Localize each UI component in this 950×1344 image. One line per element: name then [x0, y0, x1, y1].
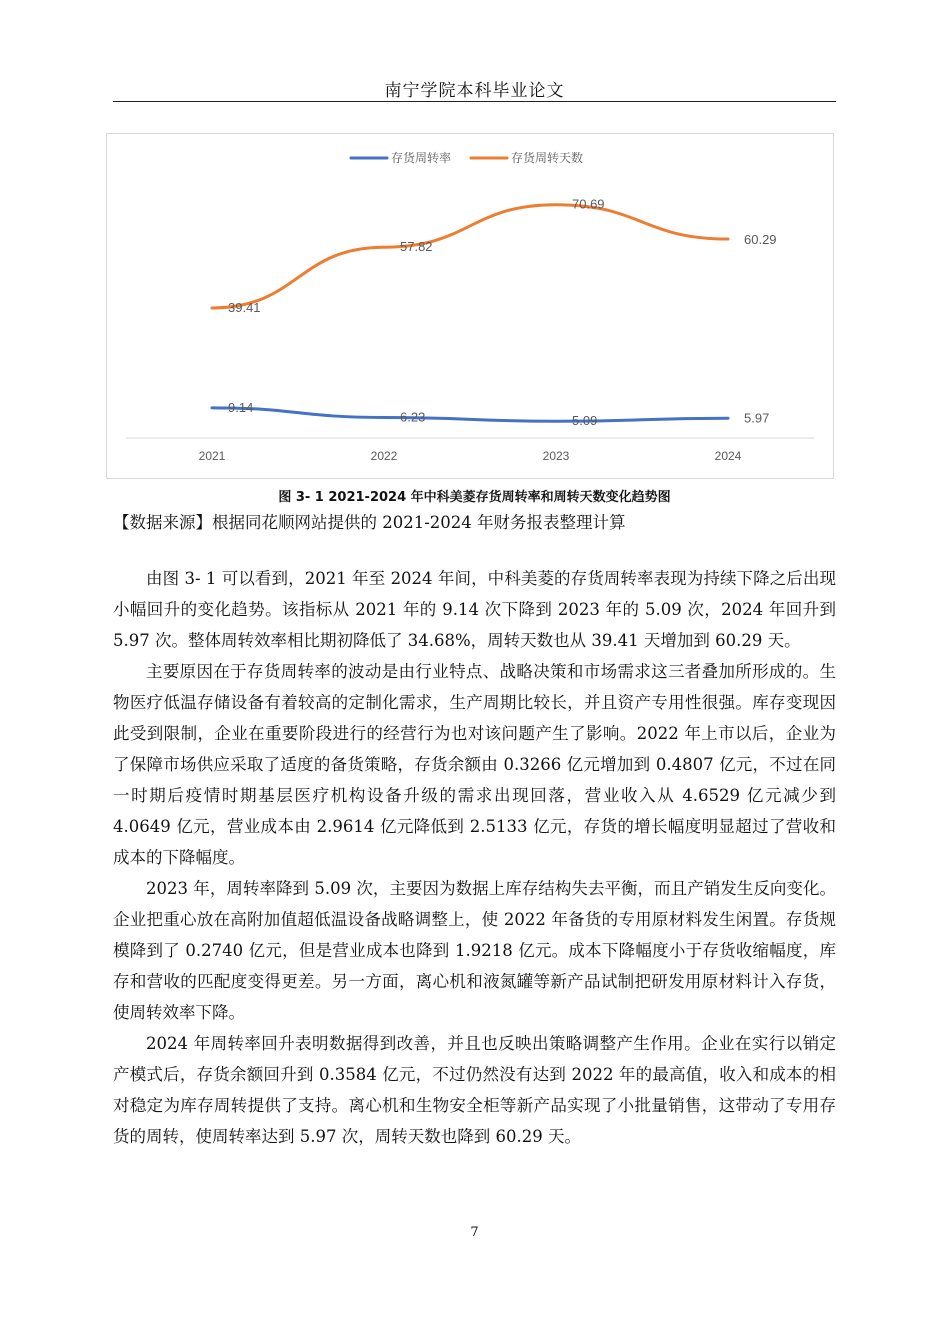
legend-label: 存货周转天数	[511, 151, 584, 165]
page-number: 7	[470, 1225, 479, 1240]
x-tick-label: 2023	[542, 449, 570, 463]
x-tick-label: 2022	[370, 449, 398, 463]
body-text	[113, 563, 836, 1152]
x-tick-label: 2021	[198, 449, 226, 463]
paragraph: 由图 3- 1 可以看到，2021 年至 2024 年间，中科美菱的存货周转率表现为持续下降之后出现小幅回升的变化趋势。该指标从 2021 年的 9.14 次下降到 2023 年的 5.09 次，2024 年回升到 5.97 次。整体周转效率相比期初降低了 34.68%，周转天数也从 39.41 天增加到 60.29 天。	[113, 569, 836, 650]
data-label: 5.09	[572, 413, 598, 429]
figure-caption: 图 3- 1 2021-2024 年中科美菱存货周转率和周转天数变化趋势图	[278, 490, 671, 505]
data-label: 60.29	[744, 232, 777, 248]
series-line	[212, 408, 728, 421]
data-label: 5.97	[744, 410, 770, 426]
data-label: 39.41	[228, 299, 261, 315]
chart-container	[106, 133, 834, 479]
page-header-title: 南宁学院本科毕业论文	[384, 81, 565, 101]
line-chart	[107, 134, 833, 478]
paragraph: 主要原因在于存货周转率的波动是由行业特点、战略决策和市场需求这三者叠加所形成的。生物医疗低温存储设备有着较高的定制化需求，生产周期比较长，并且资产专用性很强。库存变现因此受到限制，企业在重要阶段进行的经营行为也对该问题产生了影响。2022 年上市以后，企业为了保障市场供应采取了适度的备货策略，存货余额由 0.3266 亿元增加到 0.4807 亿元，不过在同一时期后疫情时期基层医疗机构设备升级的需求出现回落，营业收入从 4.6529 亿元减少到 4.0649 亿元，营业成本由 2.9614 亿元降低到 2.5133 亿元，存货的增长幅度明显超过了营收和成本的下降幅度。	[113, 662, 836, 867]
x-tick-label: 2024	[714, 449, 742, 463]
paragraph: 2024 年周转率回升表明数据得到改善，并且也反映出策略调整产生作用。企业在实行以销定产模式后，存货余额回升到 0.3584 亿元，不过仍然没有达到 2022 年的最高值，收入和成本的相对稳定为库存周转提供了支持。离心机和生物安全柜等新产品实现了小批量销售，这带动了专用存货的周转，使周转率达到 5.97 次，周转天数也降到 60.29 天。	[113, 1034, 836, 1146]
data-label: 9.14	[228, 399, 254, 415]
paragraph: 2023 年，周转率降到 5.09 次，主要因为数据上库存结构失去平衡，而且产销发生反向变化。企业把重心放在高附加值超低温设备战略调整上，使 2022 年备货的专用原材料发生闲置。存货规模降到了 0.2740 亿元，但是营业成本也降到 1.9218 亿元。成本下降幅度小于存货收缩幅度，库存和营收的匹配度变得更差。另一方面，离心机和液氮罐等新产品试制把研发用原材料计入存货，使周转效率下降。	[113, 879, 836, 1022]
data-label: 57.82	[400, 239, 433, 255]
data-label: 70.69	[572, 196, 605, 212]
data-source-note: 【数据来源】根据同花顺网站提供的 2021-2024 年财务报表整理计算	[113, 513, 626, 532]
legend-label: 存货周转率	[391, 151, 452, 165]
data-label: 6.23	[400, 409, 426, 425]
header-rule	[113, 101, 836, 102]
series-line	[212, 205, 728, 308]
